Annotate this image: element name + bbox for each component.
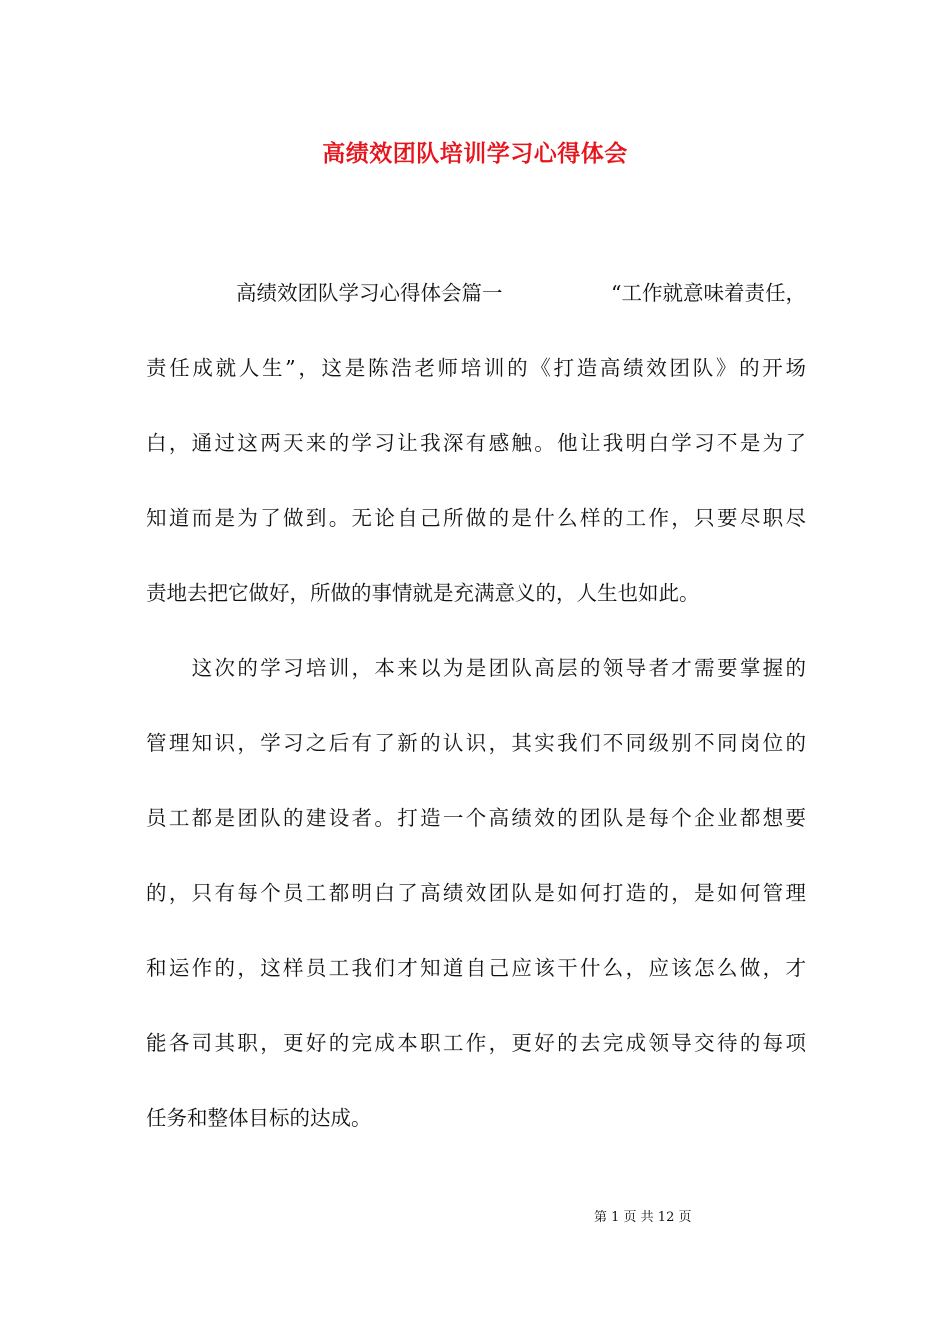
section-heading: 高绩效团队学习心得体会篇一 (236, 281, 503, 305)
paragraph-1-line: 责地去把它做好，所做的事情就是充满意义的，人生也如此。 (146, 581, 700, 605)
paragraph-2-line: 的，只有每个员工都明白了高绩效团队是如何打造的，是如何管理 (146, 881, 806, 905)
paragraph-2-line: 任务和整体目标的达成。 (146, 1106, 372, 1130)
paragraph-1-line: 责任成就人生”，这是陈浩老师培训的《打造高绩效团队》的开场 (146, 356, 806, 380)
paragraph-2-line: 员工都是团队的建设者。打造一个高绩效的团队是每个企业都想要 (146, 806, 806, 830)
paragraph-2-line: 能各司其职，更好的完成本职工作，更好的去完成领导交待的每项 (146, 1031, 806, 1055)
paragraph-1-line: 白，通过这两天来的学习让我深有感触。他让我明白学习不是为了 (146, 431, 806, 455)
paragraph-2-line: 管理知识，学习之后有了新的认识，其实我们不同级别不同岗位的 (146, 731, 806, 755)
page-number: 第 1 页 共 12 页 (594, 1210, 692, 1225)
paragraph-2-line: 和运作的，这样员工我们才知道自己应该干什么，应该怎么做，才 (146, 956, 806, 980)
paragraph-1-line: 知道而是为了做到。无论自己所做的是什么样的工作，只要尽职尽 (146, 506, 806, 530)
document-title: 高绩效团队培训学习心得体会 (322, 140, 628, 167)
paragraph-2-line: 这次的学习培训，本来以为是团队高层的领导者才需要掌握的 (146, 656, 806, 680)
paragraph-1-quote-start: “工作就意味着责任， (611, 281, 806, 305)
